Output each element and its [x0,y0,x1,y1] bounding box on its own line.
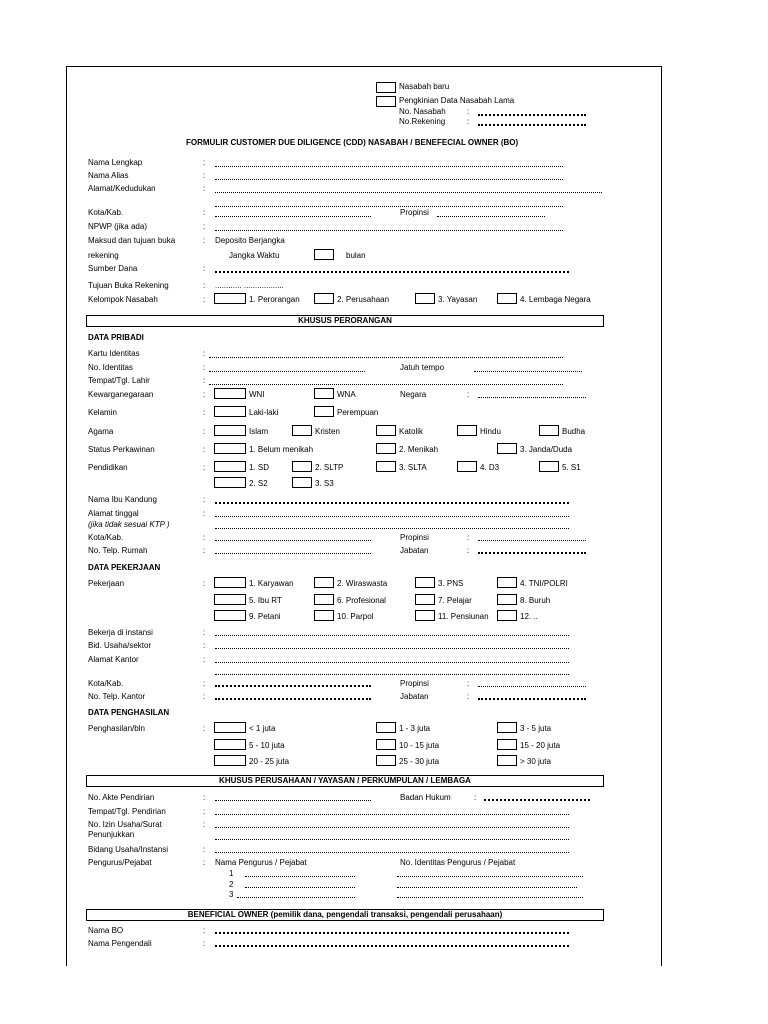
jatuh-tempo-label: Jatuh tempo [400,363,445,372]
pendidikan-opt: 5. S1 [562,463,581,472]
kota-field[interactable] [215,216,371,217]
pengurus-nama-field[interactable] [245,876,355,877]
penghasilan-opt: 3 - 5 juta [520,724,552,733]
wni-checkbox[interactable] [214,388,246,399]
pekerjaan-opt: 6. Profesional [337,596,386,605]
colon: : [203,427,206,436]
propinsi-label: Propinsi [400,208,429,217]
form-title: FORMULIR CUSTOMER DUE DILIGENCE (CDD) NASABAH / BENEFECIAL OWNER (BO) [186,138,519,147]
kelompok-label: Kelompok Nasabah [88,295,158,304]
colon: : [203,793,206,802]
agama-label: Agama [88,427,114,436]
pekerjaan-opt: 11. Pensiunan [438,612,489,621]
sumber-dana-label: Sumber Dana [88,264,138,273]
pendidikan-sltp-checkbox[interactable] [292,461,312,472]
colon: : [203,655,206,664]
colon: : [203,349,206,358]
nama-pengendali-label: Nama Pengendali [88,939,152,948]
colon: : [203,939,206,948]
pengkinian-label: Pengkinian Data Nasabah Lama [399,96,515,105]
kelompok-perorangan-checkbox[interactable] [214,293,246,304]
pekerjaan-checkbox[interactable] [497,577,517,588]
bidang-field[interactable] [215,852,569,853]
penghasilan-opt: > 30 juta [520,757,551,766]
colon: : [203,724,206,733]
penghasilan-checkbox[interactable] [376,755,396,766]
penghasilan-opt: < 1 juta [249,724,276,733]
colon: : [203,820,206,829]
ibu-field[interactable] [215,502,569,504]
colon: : [467,533,470,542]
colon: : [203,376,206,385]
alamat-kantor-field-2[interactable] [215,674,569,675]
colon: : [474,793,477,802]
pendidikan-s2-checkbox[interactable] [214,477,246,488]
colon: : [467,679,470,688]
colon: : [203,926,206,935]
pengkinian-checkbox[interactable] [376,96,396,107]
propinsi-pribadi-field[interactable] [478,540,586,541]
pekerjaan-opt: 1. Karyawan [249,579,294,588]
pekerjaan-checkbox[interactable] [314,610,334,621]
penghasilan-opt: 10 - 15 juta [399,741,440,750]
status-label: Status Perkawinan [88,445,155,454]
colon: : [203,363,206,372]
colon: : [203,264,206,273]
propinsi-kantor-label: Propinsi [400,679,429,688]
penghasilan-opt: 15 - 20 juta [520,741,561,750]
pekerjaan-checkbox[interactable] [214,577,246,588]
agama-budha-checkbox[interactable] [539,425,559,436]
section-bo [86,909,604,921]
agama-islam-checkbox[interactable] [214,425,246,436]
colon: : [203,807,206,816]
agama-opt: Kristen [315,427,340,436]
npwp-label: NPWP (jika ada) [88,222,147,231]
jabatan-kantor-field[interactable] [478,698,586,700]
colon: : [467,546,470,555]
pendidikan-sd-checkbox[interactable] [214,461,246,472]
colon: : [203,533,206,542]
penghasilan-checkbox[interactable] [497,755,517,766]
colon: : [203,445,206,454]
status-belum-checkbox[interactable] [214,443,246,454]
colon: : [203,579,206,588]
perempuan-checkbox[interactable] [314,406,334,417]
jangka-waktu-label: Jangka Waktu [229,251,280,260]
colon: : [203,408,206,417]
agama-opt: Katolik [399,427,424,436]
colon: : [203,390,206,399]
kelompok-opt: 2. Perusahaan [337,295,390,304]
pekerjaan-opt: 9. Petani [249,612,281,621]
telp-kantor-label: No. Telp. Kantor [88,692,146,701]
pengurus-id-field[interactable] [397,887,577,888]
jabatan-label: Jabatan [400,546,429,555]
nama-lengkap-label: Nama Lengkap [88,158,143,167]
status-janda-checkbox[interactable] [497,443,517,454]
pendidikan-s1-checkbox[interactable] [539,461,559,472]
pendidikan-opt: 2. SLTP [315,463,344,472]
penghasilan-checkbox[interactable] [497,722,517,733]
pekerjaan-opt: 10. Parpol [337,612,374,621]
pekerjaan-checkbox[interactable] [497,610,517,621]
section-perorangan [86,315,604,327]
kartu-field[interactable] [209,357,563,358]
pengurus-nama-field[interactable] [237,897,355,898]
pekerjaan-checkbox[interactable] [314,577,334,588]
no-rekening-field[interactable] [478,124,586,126]
kota-pribadi-field[interactable] [215,540,371,541]
nama-bo-label: Nama BO [88,926,124,935]
telp-rumah-label: No. Telp. Rumah [88,546,148,555]
penghasilan-checkbox[interactable] [214,722,246,733]
bekerja-field[interactable] [215,635,569,636]
badan-hukum-field[interactable] [484,799,590,801]
agama-katolik-checkbox[interactable] [376,425,396,436]
maksud-label-2: rekening [88,251,119,260]
kota-label: Kota/Kab. [88,208,124,217]
colon: : [203,463,206,472]
pengurus-id-field[interactable] [397,897,583,898]
status-menikah-checkbox[interactable] [376,443,396,454]
pendidikan-slta-checkbox[interactable] [376,461,396,472]
tujuan-label: Tujuan Buka Rekening [88,281,169,290]
status-opt: 2. Menikah [399,445,439,454]
pengurus-num: 3 [229,890,234,899]
nama-pengendali-field[interactable] [215,945,569,947]
colon: : [203,158,206,167]
agama-opt: Hindu [480,427,501,436]
propinsi-kantor-field[interactable] [478,686,586,687]
colon: : [203,858,206,867]
izin-field-2[interactable] [215,839,569,840]
kewarganegaraan-label: Kewarganegaraan [88,390,154,399]
nama-bo-field[interactable] [215,932,569,934]
alamat-tinggal-label: Alamat tinggal [88,509,139,518]
pekerjaan-label: Pekerjaan [88,579,125,588]
penghasilan-opt: 25 - 30 juta [399,757,440,766]
colon: : [203,171,206,180]
agama-hindu-checkbox[interactable] [457,425,477,436]
akte-field[interactable] [215,800,371,801]
izin-label: No. Izin Usaha/Surat [88,820,162,829]
nasabah-baru-label: Nasabah baru [399,82,450,91]
ttl-pendirian-field[interactable] [215,814,569,815]
nama-pengurus-heading: Nama Pengurus / Pejabat [215,858,307,867]
pekerjaan-opt: 5. Ibu RT [249,596,282,605]
pengurus-label: Pengurus/Pejabat [88,858,152,867]
kelompok-opt: 3. Yayasan [438,295,478,304]
data-pribadi-heading: DATA PRIBADI [88,333,144,342]
penghasilan-label: Penghasilan/bln [88,724,145,733]
alamat-tinggal-field[interactable] [215,516,569,517]
status-opt: 3. Janda/Duda [520,445,573,454]
section-title: KHUSUS PERUSAHAAN / YAYASAN / PERKUMPULAN / LEMBAGA [219,776,471,785]
kelamin-label: Kelamin [88,408,117,417]
alamat-kantor-field[interactable] [215,662,569,663]
nama-alias-field[interactable] [215,179,563,180]
penghasilan-checkbox[interactable] [497,739,517,750]
data-pekerjaan-heading: DATA PEKERJAAN [88,563,161,572]
kelompok-yayasan-checkbox[interactable] [415,293,435,304]
pendidikan-label: Pendidikan [88,463,128,472]
kartu-label: Kartu Identitas [88,349,140,358]
pekerjaan-checkbox[interactable] [415,610,435,621]
bekerja-label: Bekerja di instansi [88,628,153,637]
kelompok-lembaga-checkbox[interactable] [497,293,517,304]
pendidikan-opt: 2. S2 [249,479,268,488]
akte-label: No. Akte Pendirian [88,793,155,802]
pekerjaan-checkbox[interactable] [497,594,517,605]
pekerjaan-checkbox[interactable] [415,594,435,605]
penghasilan-checkbox[interactable] [376,739,396,750]
npwp-field[interactable] [215,230,563,231]
no-nasabah-label: No. Nasabah [399,107,446,116]
no-rekening-label: No.Rekening [399,117,446,126]
pekerjaan-opt: 7. Pelajar [438,596,472,605]
pengurus-nama-field[interactable] [245,887,355,888]
penghasilan-checkbox[interactable] [214,739,246,750]
pekerjaan-opt: 12. .. [520,612,538,621]
bid-usaha-field[interactable] [215,648,569,649]
status-opt: 1. Belum menikah [249,445,314,454]
colon: : [203,222,206,231]
colon: : [467,692,470,701]
wni-label: WNI [249,390,265,399]
ttl-field[interactable] [209,384,563,385]
nasabah-baru-checkbox[interactable] [376,82,396,93]
pendidikan-opt: 3. SLTA [399,463,427,472]
wna-label: WNA [337,390,356,399]
pendidikan-d3-checkbox[interactable] [457,461,477,472]
pekerjaan-opt: 3. PNS [438,579,464,588]
jatuh-tempo-field[interactable] [474,371,582,372]
pekerjaan-checkbox[interactable] [415,577,435,588]
penghasilan-opt: 20 - 25 juta [249,757,290,766]
colon: : [203,281,206,290]
pendidikan-s3-checkbox[interactable] [292,477,312,488]
colon: : [203,628,206,637]
kelompok-opt: 4. Lembaga Negara [520,295,591,304]
kota-kantor-field[interactable] [215,685,371,687]
ibu-label: Nama Ibu Kandung [88,495,157,504]
bid-usaha-label: Bid. Usaha/sektor [88,641,152,650]
badan-hukum-label: Badan Hukum [400,793,451,802]
alamat-label: Alamat/Kedudukan [88,184,156,193]
colon: : [467,390,470,399]
no-id-pengurus-heading: No. Identitas Pengurus / Pejabat [400,858,516,867]
section-perusahaan [86,775,604,787]
maksud-label: Maksud dan tujuan buka [88,236,176,245]
jabatan-kantor-label: Jabatan [400,692,429,701]
alamat-field-2[interactable] [215,206,563,207]
kelompok-perusahaan-checkbox[interactable] [314,293,334,304]
colon: : [203,184,206,193]
kota-kantor-label: Kota/Kab. [88,679,124,688]
izin-label-2: Penunjukkan [88,830,135,839]
colon: : [203,692,206,701]
data-penghasilan-heading: DATA PENGHASILAN [88,708,170,717]
pekerjaan-opt: 2. Wiraswasta [337,579,388,588]
perempuan-label: Perempuan [337,408,379,417]
pengurus-num: 1 [229,869,234,878]
pekerjaan-checkbox[interactable] [214,594,246,605]
section-title: BENEFICIAL OWNER (pemilik dana, pengendali transaksi, pengendali perusahaan) [187,910,503,919]
laki-label: Laki-laki [249,408,279,417]
alamat-tinggal-field-2[interactable] [215,528,569,529]
kelompok-opt: 1. Perorangan [249,295,300,304]
sumber-dana-field[interactable] [215,271,569,273]
penghasilan-opt: 5 - 10 juta [249,741,285,750]
no-identitas-label: No. Identitas [88,363,133,372]
propinsi-pribadi-label: Propinsi [400,533,429,542]
propinsi-field[interactable] [437,216,545,217]
colon: : [203,679,206,688]
pekerjaan-opt: 8. Buruh [520,596,551,605]
jangka-waktu-box[interactable] [314,249,334,260]
pekerjaan-checkbox[interactable] [214,610,246,621]
penghasilan-checkbox[interactable] [376,722,396,733]
telp-rumah-field[interactable] [215,553,371,554]
colon: : [203,295,206,304]
colon: : [203,509,206,518]
laki-checkbox[interactable] [214,406,246,417]
ttl-pendirian-label: Tempat/Tgl. Pendirian [88,807,166,816]
wna-checkbox[interactable] [314,388,334,399]
agama-opt: Budha [562,427,586,436]
nama-lengkap-field[interactable] [215,166,563,167]
colon: : [203,495,206,504]
deposito-text: Deposito Berjangka [215,236,285,245]
colon: : [467,107,470,116]
negara-field[interactable] [478,397,586,398]
tujuan-field[interactable]: ............ .................. [215,281,284,290]
negara-label: Negara [400,390,427,399]
izin-field[interactable] [215,827,569,828]
agama-opt: Islam [249,427,269,436]
telp-kantor-field[interactable] [215,698,371,700]
pengurus-num: 2 [229,880,234,889]
colon: : [203,546,206,555]
no-identitas-field[interactable] [209,371,365,372]
pendidikan-opt: 3. S3 [315,479,334,488]
no-nasabah-field[interactable] [478,114,586,116]
bulan-label: bulan [346,251,366,260]
colon: : [203,845,206,854]
colon: : [467,117,470,126]
pendidikan-opt: 1. SD [249,463,270,472]
pendidikan-opt: 4. D3 [480,463,500,472]
colon: : [203,641,206,650]
penghasilan-checkbox[interactable] [214,755,246,766]
bidang-label: Bidang Usaha/Instansi [88,845,169,854]
section-title: KHUSUS PERORANGAN [298,316,392,325]
nama-alias-label: Nama Alias [88,171,129,180]
penghasilan-opt: 1 - 3 juta [399,724,431,733]
jabatan-field[interactable] [478,552,586,554]
colon: : [203,208,206,217]
alamat-kantor-label: Alamat Kantor [88,655,139,664]
agama-kristen-checkbox[interactable] [292,425,312,436]
pengurus-id-field[interactable] [397,876,583,877]
colon: : [203,236,206,245]
jika-note: (jika tidak sesuai KTP ) [88,520,170,529]
ttl-label: Tempat/Tgl. Lahir [88,376,150,385]
pekerjaan-opt: 4. TNI/POLRI [520,579,568,588]
alamat-field[interactable] [215,192,602,193]
pekerjaan-checkbox[interactable] [314,594,334,605]
kota-pribadi-label: Kota/Kab. [88,533,124,542]
